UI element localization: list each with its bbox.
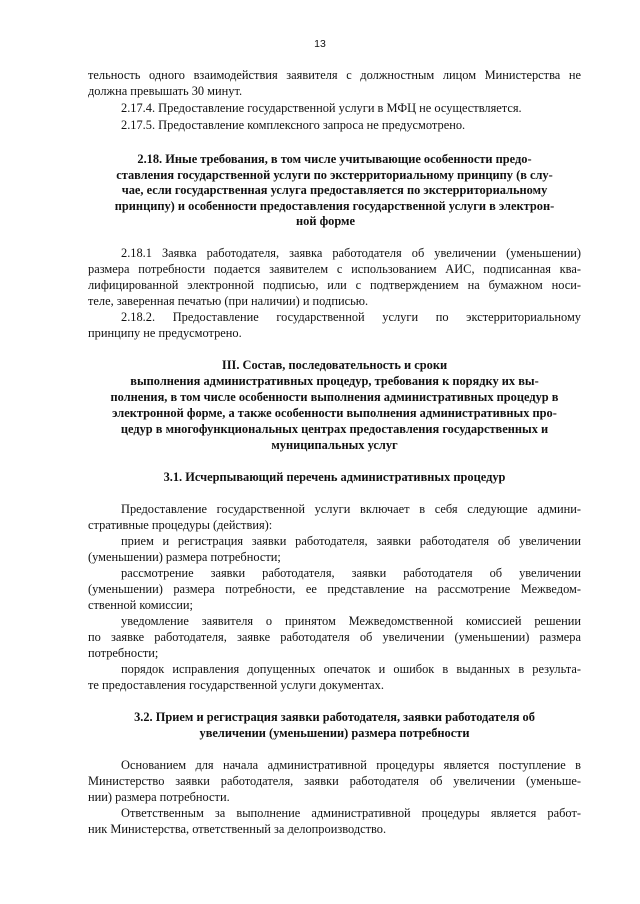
section-heading: 2.18. Иные требования, в том числе учитывающие особенности предо- (137, 152, 532, 166)
chapter-heading: муниципальных услуг (271, 438, 398, 452)
chapter-heading: электронной форме, а также особенности выполнения административных про- (112, 406, 557, 420)
text-line: 2.17.5. Предоставление комплексного запроса не предусмотрено. (121, 118, 466, 132)
text-line: Предоставление государственной услуги включает в себя следующие админи- (121, 502, 581, 516)
text-line: Основанием для начала административной процедуры является поступление в (121, 758, 581, 772)
text-line: должна превышать 30 минут. (88, 84, 243, 98)
text-line: потребности; (88, 646, 159, 660)
text-line: рассмотрение заявки работодателя, заявки работодателя об увеличении (121, 566, 581, 580)
text-line: ственной комиссии; (88, 598, 193, 612)
text-line: (уменьшении) размера потребности, ее представление на рассмотрение Межведом- (88, 582, 581, 596)
text-line: (уменьшении) размера потребности; (88, 550, 281, 564)
text-line: 2.18.2. Предоставление государственной услуги по экстерриториальному (121, 310, 581, 324)
chapter-heading: цедур в многофункциональных центрах предоставления государственных и (120, 422, 549, 436)
subsection-heading: 3.2. Прием и регистрация заявки работодателя, заявки работодателя об (134, 710, 535, 724)
chapter-heading: полнения, в том числе особенности выполнения административных процедур в (110, 390, 559, 404)
section-heading: ставления государственной услуги по экстерриториальному принципу (в слу- (116, 168, 553, 182)
text-line: ник Министерства, ответственный за делопроизводство. (88, 822, 387, 836)
text-line: принципу не предусмотрено. (88, 326, 242, 340)
text-line: нии) размера потребности. (88, 790, 230, 804)
page-number: 13 (314, 38, 326, 50)
text-line: лифицированной электронной подписью, или с подтверждением на бумажном носи- (88, 278, 581, 292)
section-heading: принципу) и особенности предоставления государственной услуги в электрон- (114, 199, 555, 213)
text-line: 2.18.1 Заявка работодателя, заявка работодателя об увеличении (уменьшении) (121, 246, 581, 260)
text-line: по заявке работодателя, заявке работодателя об увеличении (уменьшении) размера (88, 630, 581, 644)
text-line: 2.17.4. Предоставление государственной услуги в МФЦ не осуществляется. (121, 101, 522, 115)
chapter-heading: III. Состав, последовательность и сроки (221, 358, 448, 372)
text-line: теле, заверенная печатью (при наличии) и подписью. (88, 294, 369, 308)
text-line: размера потребности подается заявителем с использованием АИС, подписанная ква- (88, 262, 581, 276)
text-line: тельность одного взаимодействия заявителя с должностным лицом Министерства не (88, 68, 581, 82)
subsection-heading: увеличении (уменьшении) размера потребности (199, 726, 470, 740)
text-line: те предоставления государственной услуги документах. (88, 678, 384, 692)
text-line: стративные процедуры (действия): (88, 518, 273, 532)
section-heading: чае, если государственная услуга предоставляется по экстерриториальному (121, 183, 548, 197)
text-line: Министерство заявки работодателя, заявки работодателя об увеличении (уменьше- (88, 774, 581, 788)
chapter-heading: выполнения административных процедур, требования к порядку их вы- (130, 374, 539, 388)
text-line: Ответственным за выполнение административной процедуры является работ- (121, 806, 581, 820)
text-line: прием и регистрация заявки работодателя, заявки работодателя об увеличении (121, 534, 581, 548)
text-line: уведомление заявителя о принятом Межведомственной комиссией решении (121, 614, 581, 628)
subsection-heading: 3.1. Исчерпывающий перечень административных процедур (163, 470, 506, 484)
text-line: порядок исправления допущенных опечаток и ошибок в выданных в результа- (121, 662, 581, 676)
section-heading: ной форме (296, 214, 355, 228)
